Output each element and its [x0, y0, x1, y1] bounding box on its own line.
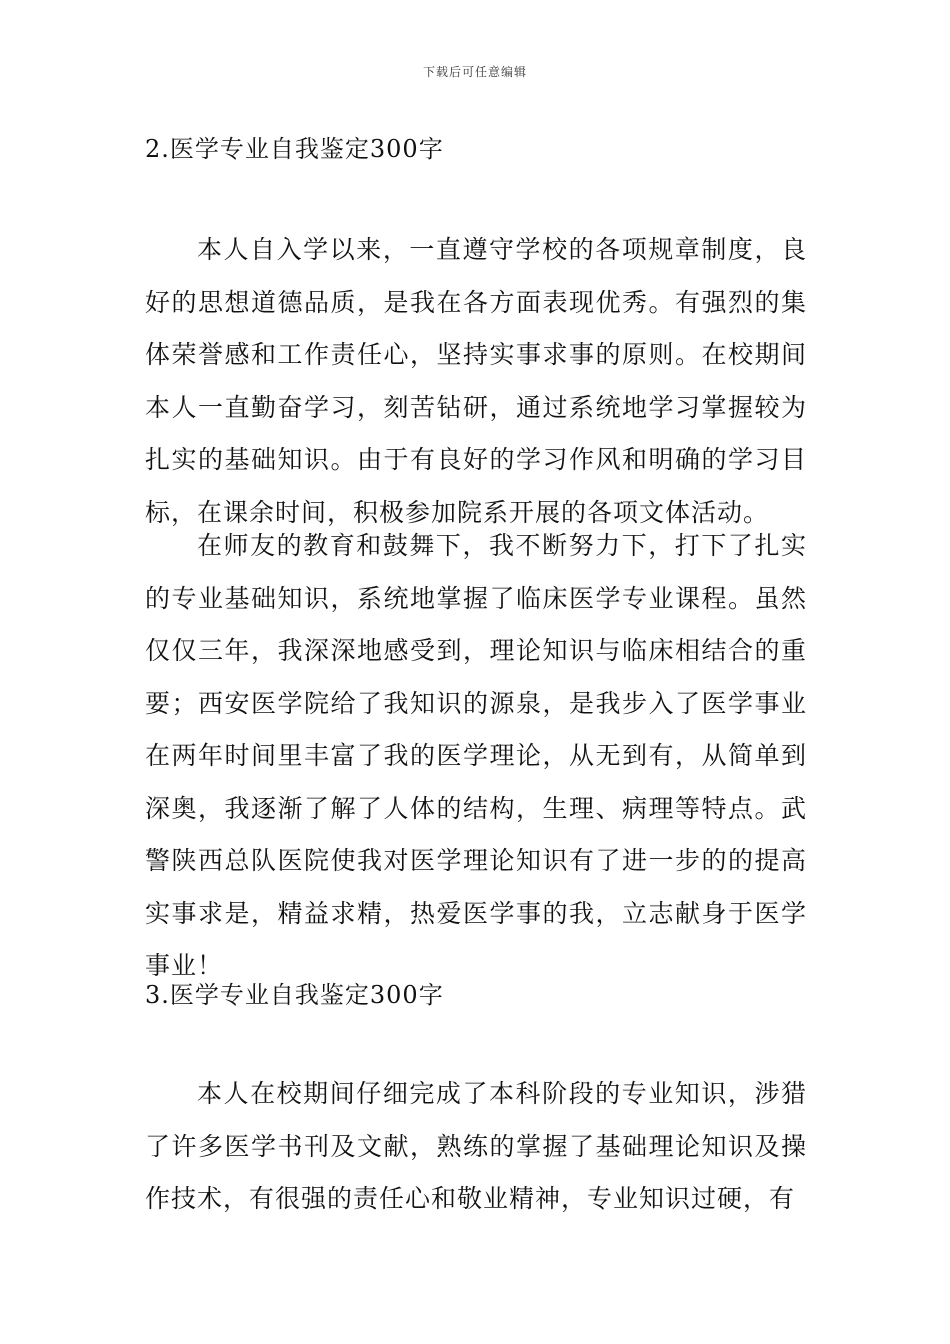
- paragraph: 本人在校期间仔细完成了本科阶段的专业知识，涉猎了许多医学书刊及文献，熟练的掌握了基础理论知识及操作技术，有很强的责任心和敬业精神，专业知识过硬，有: [145, 1079, 807, 1213]
- paragraph: 本人自入学以来，一直遵守学校的各项规章制度，良好的思想道德品质，是我在各方面表现优秀。有强烈的集体荣誉感和工作责任心，坚持实事求事的原则。在校期间本人一直勤奋学习，刻苦钻研，通过系统地学习掌握较为扎实的基础知识。由于有良好的学习作风和明确的学习目标，在课余时间，积极参加院系开展的各项文体活动。: [145, 235, 807, 527]
- page-header: 下载后可任意编辑: [422, 65, 527, 79]
- section-title: 2.医学专业自我鉴定300字: [145, 135, 444, 163]
- section-title: 3.医学专业自我鉴定300字: [145, 981, 444, 1009]
- paragraph: 在师友的教育和鼓舞下，我不断努力下，打下了扎实的专业基础知识，系统地掌握了临床医学专业课程。虽然仅仅三年，我深深地感受到，理论知识与临床相结合的重要；西安医学院给了我知识的源泉，是我步入了医学事业在两年时间里丰富了我的医学理论，从无到有，从简单到深奥，我逐渐了解了人体的结构，生理、病理等特点。武警陕西总队医院使我对医学理论知识有了进一步的的提高实事求是，精益求精，热爱医学事的我，立志献身于医学事业！: [145, 531, 807, 980]
